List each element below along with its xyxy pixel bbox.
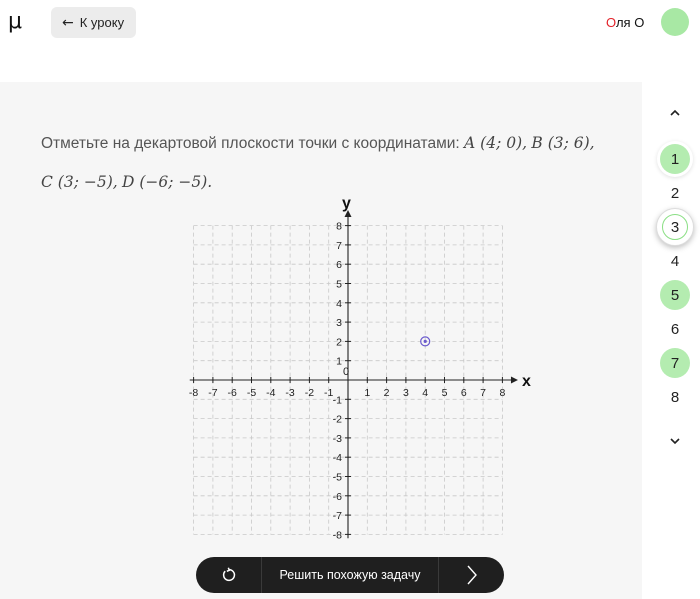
solve-similar-button[interactable]: Решить похожую задачу bbox=[279, 568, 421, 582]
arrow-left-icon: ← bbox=[62, 14, 74, 31]
origin-label: 0 bbox=[343, 366, 350, 378]
marked-point-dot[interactable] bbox=[424, 340, 427, 343]
task-number-2[interactable]: 2 bbox=[670, 184, 680, 202]
chevron-right-icon bbox=[465, 564, 479, 586]
y-tick-label: 3 bbox=[336, 317, 342, 330]
y-tick-label: 2 bbox=[336, 336, 342, 349]
point-c: C (3; −5), bbox=[41, 173, 118, 191]
user-name-initial: О bbox=[606, 15, 616, 30]
task-number-3[interactable] bbox=[656, 208, 694, 246]
x-tick-label: -2 bbox=[304, 387, 315, 399]
x-tick-label: -5 bbox=[246, 387, 257, 399]
x-tick-label: -1 bbox=[324, 387, 334, 399]
chevron-up-icon bbox=[669, 107, 681, 119]
app-logo[interactable]: μ bbox=[8, 9, 22, 34]
y-tick-label: -5 bbox=[332, 471, 342, 484]
point-d: D (−6; −5). bbox=[121, 173, 213, 191]
next-button[interactable] bbox=[438, 557, 504, 593]
x-tick-label: -6 bbox=[227, 387, 237, 399]
x-tick-label: 3 bbox=[402, 387, 409, 399]
y-tick-label: 4 bbox=[336, 297, 342, 310]
x-tick-label: -8 bbox=[188, 387, 199, 399]
scroll-up-button[interactable] bbox=[664, 102, 686, 124]
x-tick-label: 7 bbox=[480, 387, 487, 399]
x-tick-label: 8 bbox=[499, 387, 506, 399]
scroll-down-button[interactable] bbox=[664, 430, 686, 452]
task-number-5[interactable]: 5 bbox=[660, 280, 690, 310]
y-tick-label: 6 bbox=[336, 259, 342, 272]
task-line-1 bbox=[41, 124, 621, 163]
y-tick-label: -2 bbox=[332, 413, 342, 426]
point-b: B (3; 6), bbox=[531, 134, 595, 152]
reset-icon bbox=[221, 567, 237, 583]
y-tick-label: 5 bbox=[336, 278, 342, 291]
y-tick-label: -7 bbox=[332, 510, 342, 523]
x-tick-label: -4 bbox=[266, 387, 276, 399]
x-tick-label: -3 bbox=[285, 387, 295, 399]
y-tick-label: 8 bbox=[336, 220, 342, 233]
y-tick-label: -6 bbox=[332, 490, 342, 503]
avatar[interactable] bbox=[661, 8, 689, 36]
task-number-4[interactable]: 4 bbox=[670, 252, 680, 270]
y-tick-label: -8 bbox=[332, 529, 342, 542]
y-tick-label: -3 bbox=[332, 432, 342, 445]
x-tick-label: 1 bbox=[364, 387, 371, 399]
x-tick-label: 6 bbox=[460, 387, 467, 399]
user-name[interactable] bbox=[606, 15, 644, 30]
back-to-lesson-button[interactable] bbox=[51, 7, 136, 38]
top-bar bbox=[0, 0, 700, 46]
user-name-rest: ля О bbox=[615, 15, 645, 30]
x-axis-arrow bbox=[511, 377, 518, 384]
task-number-1[interactable]: 1 bbox=[660, 144, 690, 174]
task-number-7[interactable]: 7 bbox=[660, 348, 690, 378]
y-axis-label: y bbox=[342, 195, 351, 213]
back-to-lesson-label: К уроку bbox=[79, 15, 125, 30]
point-a: A (4; 0), bbox=[464, 134, 528, 152]
y-tick-label: -4 bbox=[332, 452, 342, 465]
y-tick-label: 1 bbox=[336, 355, 342, 368]
x-tick-label: 2 bbox=[383, 387, 390, 399]
action-bar bbox=[196, 557, 504, 593]
x-tick-label: -7 bbox=[208, 387, 218, 399]
task-line-2 bbox=[41, 163, 621, 202]
task-number-8[interactable]: 8 bbox=[670, 388, 680, 406]
task-number-label: 3 bbox=[662, 214, 688, 240]
task-text: Отметьте на декартовой плоскости точки с координатами: bbox=[41, 135, 460, 152]
task-statement bbox=[41, 124, 621, 202]
reset-button[interactable] bbox=[196, 557, 262, 593]
x-tick-label: 4 bbox=[422, 387, 429, 399]
y-tick-label: 7 bbox=[336, 239, 342, 252]
chevron-down-icon bbox=[669, 435, 681, 447]
x-axis-label: x bbox=[521, 373, 531, 390]
y-tick-label: -1 bbox=[332, 394, 342, 407]
coordinate-plane[interactable] bbox=[185, 195, 531, 550]
task-number-6[interactable]: 6 bbox=[670, 320, 680, 338]
x-tick-label: 5 bbox=[441, 387, 448, 399]
